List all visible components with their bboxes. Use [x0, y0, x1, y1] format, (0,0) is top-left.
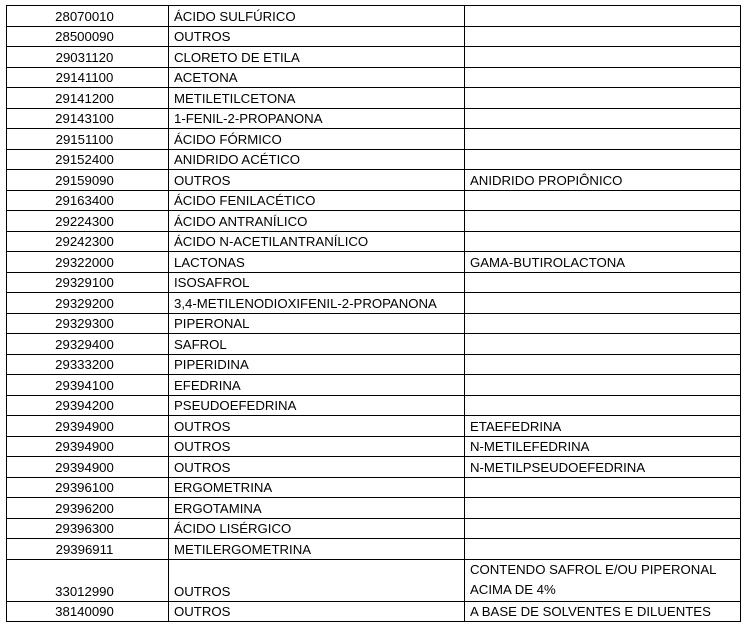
ncm-code-cell: 29333200	[7, 354, 169, 375]
ncm-code-cell: 29394100	[7, 375, 169, 396]
product-name-cell: PSEUDOEFEDRINA	[169, 395, 465, 416]
product-name-cell: ACETONA	[169, 67, 465, 88]
product-name-cell: METILERGOMETRINA	[169, 539, 465, 560]
note-cell	[465, 88, 741, 109]
table-row	[7, 149, 741, 170]
table-body	[7, 6, 741, 622]
note-cell	[465, 47, 741, 68]
product-name-cell: ERGOMETRINA	[169, 477, 465, 498]
ncm-code-cell: 29329200	[7, 293, 169, 314]
product-name-cell: 1-FENIL-2-PROPANONA	[169, 108, 465, 129]
table-row	[7, 354, 741, 375]
product-name-cell: EFEDRINA	[169, 375, 465, 396]
ncm-code-cell: 29396911	[7, 539, 169, 560]
table-row	[7, 395, 741, 416]
table-row	[7, 272, 741, 293]
product-name-cell: SAFROL	[169, 334, 465, 355]
product-name-cell: ERGOTAMINA	[169, 498, 465, 519]
note-cell	[465, 149, 741, 170]
product-name-cell: 3,4-METILENODIOXIFENIL-2-PROPANONA	[169, 293, 465, 314]
table-row	[7, 108, 741, 129]
product-name-cell: CLORETO DE ETILA	[169, 47, 465, 68]
table-row	[7, 252, 741, 273]
ncm-code-cell: 29329100	[7, 272, 169, 293]
table-row	[7, 559, 741, 601]
product-name-cell: OUTROS	[169, 170, 465, 191]
note-cell	[465, 231, 741, 252]
ncm-code-cell: 29159090	[7, 170, 169, 191]
table-row	[7, 601, 741, 622]
note-cell	[465, 539, 741, 560]
ncm-code-cell: 29152400	[7, 149, 169, 170]
ncm-code-cell: 29394900	[7, 457, 169, 478]
ncm-code-cell: 29322000	[7, 252, 169, 273]
note-cell	[465, 334, 741, 355]
product-name-cell: ANIDRIDO ACÉTICO	[169, 149, 465, 170]
ncm-code-cell: 29396200	[7, 498, 169, 519]
table-row	[7, 67, 741, 88]
table-row	[7, 129, 741, 150]
ncm-code-cell: 29394900	[7, 436, 169, 457]
product-name-cell: PIPERONAL	[169, 313, 465, 334]
note-cell	[465, 272, 741, 293]
table-row	[7, 88, 741, 109]
table-row	[7, 231, 741, 252]
ncm-code-cell: 29242300	[7, 231, 169, 252]
product-name-cell: LACTONAS	[169, 252, 465, 273]
table-row	[7, 293, 741, 314]
note-cell: GAMA-BUTIROLACTONA	[465, 252, 741, 273]
table-row	[7, 498, 741, 519]
table-row	[7, 26, 741, 47]
product-name-cell: OUTROS	[169, 457, 465, 478]
note-cell	[465, 518, 741, 539]
note-cell	[465, 375, 741, 396]
table-row	[7, 477, 741, 498]
table-row	[7, 334, 741, 355]
table-row	[7, 211, 741, 232]
product-name-cell: METILETILCETONA	[169, 88, 465, 109]
product-name-cell: ISOSAFROL	[169, 272, 465, 293]
note-cell	[465, 354, 741, 375]
product-name-cell: PIPERIDINA	[169, 354, 465, 375]
table-row	[7, 518, 741, 539]
note-cell	[465, 6, 741, 27]
ncm-code-cell: 29141200	[7, 88, 169, 109]
note-cell	[465, 67, 741, 88]
ncm-code-cell: 29329400	[7, 334, 169, 355]
ncm-code-cell: 28500090	[7, 26, 169, 47]
note-cell: ETAEFEDRINA	[465, 416, 741, 437]
product-name-cell: OUTROS	[169, 416, 465, 437]
table-row	[7, 375, 741, 396]
product-name-cell: ÁCIDO FÓRMICO	[169, 129, 465, 150]
ncm-code-cell: 38140090	[7, 601, 169, 622]
product-name-cell: ÁCIDO SULFÚRICO	[169, 6, 465, 27]
product-name-cell: OUTROS	[169, 26, 465, 47]
ncm-code-cell: 29396300	[7, 518, 169, 539]
note-cell	[465, 293, 741, 314]
table-row	[7, 539, 741, 560]
note-cell	[465, 190, 741, 211]
note-cell	[465, 477, 741, 498]
table-row	[7, 457, 741, 478]
note-cell	[465, 129, 741, 150]
note-cell: ANIDRIDO PROPIÔNICO	[465, 170, 741, 191]
note-cell: A BASE DE SOLVENTES E DILUENTES	[465, 601, 741, 622]
ncm-code-cell: 29031120	[7, 47, 169, 68]
ncm-code-cell: 29394900	[7, 416, 169, 437]
note-cell: N-METILEFEDRINA	[465, 436, 741, 457]
ncm-code-cell: 29151100	[7, 129, 169, 150]
product-name-cell: ÁCIDO N-ACETILANTRANÍLICO	[169, 231, 465, 252]
ncm-substances-table	[6, 5, 741, 622]
table-row	[7, 190, 741, 211]
product-name-cell: ÁCIDO ANTRANÍLICO	[169, 211, 465, 232]
table-row	[7, 436, 741, 457]
table-row	[7, 170, 741, 191]
product-name-cell: ÁCIDO LISÉRGICO	[169, 518, 465, 539]
ncm-code-cell: 29394200	[7, 395, 169, 416]
note-cell	[465, 26, 741, 47]
ncm-code-cell: 29163400	[7, 190, 169, 211]
product-name-cell: OUTROS	[169, 601, 465, 622]
note-cell	[465, 395, 741, 416]
product-name-cell: OUTROS	[169, 436, 465, 457]
product-name-cell: OUTROS	[169, 559, 465, 601]
ncm-code-cell: 29143100	[7, 108, 169, 129]
table-row	[7, 313, 741, 334]
ncm-code-cell: 28070010	[7, 6, 169, 27]
table-row	[7, 6, 741, 27]
ncm-code-cell: 29396100	[7, 477, 169, 498]
note-cell: CONTENDO SAFROL E/OU PIPERONAL ACIMA DE 4%	[465, 559, 741, 601]
table-row	[7, 47, 741, 68]
ncm-code-cell: 29141100	[7, 67, 169, 88]
table-row	[7, 416, 741, 437]
note-cell: N-METILPSEUDOEFEDRINA	[465, 457, 741, 478]
note-cell	[465, 313, 741, 334]
ncm-code-cell: 29224300	[7, 211, 169, 232]
note-cell	[465, 211, 741, 232]
ncm-code-cell: 29329300	[7, 313, 169, 334]
note-cell	[465, 108, 741, 129]
ncm-code-cell: 33012990	[7, 559, 169, 601]
note-cell	[465, 498, 741, 519]
product-name-cell: ÁCIDO FENILACÉTICO	[169, 190, 465, 211]
